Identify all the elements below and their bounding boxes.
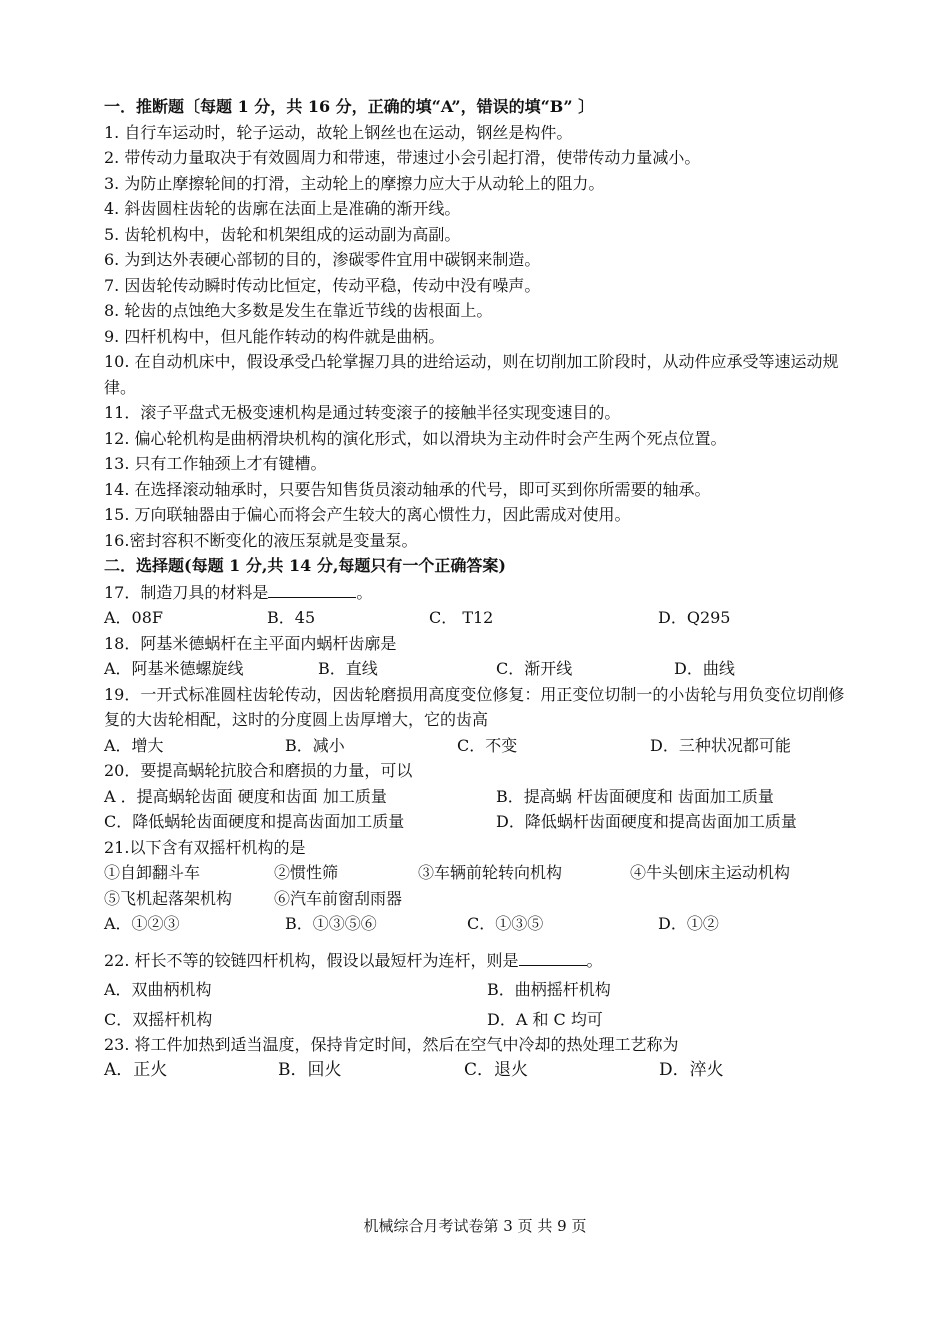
question-23: 23. 将工件加热到适当温度，保持肯定时间，然后在空气中冷却的热处理工艺称为 (104, 1035, 679, 1054)
question-17-text: 17．制造刀具的材料是 (104, 582, 269, 602)
question-22 (104, 947, 849, 974)
question-20-options-ab (104, 784, 849, 810)
judge-item-4: 4. 斜齿圆柱齿轮的齿廓在法面上是准确的渐开线。 (104, 199, 461, 218)
judge-item-8: 8. 轮齿的点蚀绝大多数是发生在靠近节线的齿根面上。 (104, 301, 493, 320)
question-21-mechanisms-row1 (104, 860, 849, 886)
answer-blank-17 (268, 579, 356, 598)
question-22-end: 。 (586, 950, 603, 970)
option-c: C．①③⑤ (467, 914, 544, 933)
question-20: 20．要提高蜗轮抗胶合和磨损的力量，可以 (104, 761, 413, 780)
question-19: 19．一开式标准圆柱齿轮传动，因齿轮磨损用高度变位修复：用正变位切制一的小齿轮与用负变位切削修复的大齿轮相配，这时的分度圆上齿厚增大，它的齿高 (104, 684, 845, 729)
option-d: D．A 和 C 均可 (487, 1009, 603, 1029)
judge-item-11: 11．滚子平盘式无极变速机构是通过转变滚子的接触半径实现变速目的。 (104, 403, 621, 422)
question-21-mechanisms-row2 (104, 886, 849, 912)
question-22-text: 22. 杆长不等的铰链四杆机构，假设以最短杆为连杆，则是 (104, 950, 519, 970)
question-22-options-cd (104, 1007, 849, 1033)
judge-item-15: 15. 万向联轴器由于偏心而将会产生较大的离心惯性力，因此需成对使用。 (104, 505, 631, 524)
option-a: A．08F (104, 608, 164, 627)
option-d: D．Q295 (658, 608, 731, 627)
option-a: A．正火 (104, 1059, 168, 1080)
option-d: D．淬火 (659, 1059, 724, 1080)
question-23-options (104, 1058, 849, 1084)
option-b: B．减小 (285, 735, 345, 755)
judge-item-1: 1. 自行车运动时，轮子运动，故轮上钢丝也在运动，钢丝是构件。 (104, 122, 573, 142)
question-18-options (104, 656, 849, 682)
mechanism-2: ②惯性筛 (274, 863, 339, 882)
option-d: D．①② (658, 914, 719, 933)
mechanism-4: ④牛头刨床主运动机构 (630, 863, 791, 882)
option-b: B．曲柄摇杆机构 (487, 980, 611, 999)
question-22-options-ab (104, 977, 849, 1003)
judge-item-12: 12. 偏心轮机构是曲柄滑块机构的演化形式，如以滑块为主动件时会产生两个死点位置。 (104, 428, 727, 448)
option-c: C．降低蜗轮齿面硬度和提高齿面加工质量 (104, 812, 405, 831)
exam-content (104, 94, 849, 1083)
mechanism-6: ⑥汽车前窗刮雨器 (274, 888, 403, 908)
judge-item-7: 7. 因齿轮传动瞬时传动比恒定，传动平稳，传动中没有噪声。 (104, 275, 541, 295)
question-17-end: 。 (356, 582, 373, 602)
page-footer: 机械综合月考试卷第 3 页 共 9 页 (363, 1217, 587, 1235)
section2-title: 二．选择题(每题 1 分,共 14 分,每题只有一个正确答案) (104, 556, 506, 575)
option-c: C．双摇杆机构 (104, 1009, 213, 1029)
option-d: D．三种状况都可能 (650, 735, 791, 755)
option-c: C．退火 (464, 1059, 529, 1080)
judge-item-2: 2. 带传动力量取决于有效圆周力和带速，带速过小会引起打滑，使带传动力量减小。 (104, 148, 701, 167)
option-c: C．不变 (457, 735, 518, 755)
question-21: 21.以下含有双摇杆机构的是 (104, 837, 306, 857)
option-a: A．增大 (104, 735, 164, 755)
judge-item-3: 3. 为防止摩擦轮间的打滑，主动轮上的摩擦力应大于从动轮上的阻力。 (104, 173, 605, 193)
option-a: A．①②③ (104, 914, 180, 933)
option-a: A ．提高蜗轮齿面 硬度和齿面 加工质量 (104, 786, 387, 806)
mechanism-5: ⑤飞机起落架机构 (104, 888, 233, 908)
judge-item-6: 6. 为到达外表硬心部韧的目的，渗碳零件宜用中碳钢来制造。 (104, 250, 541, 269)
option-d: D．降低蜗杆齿面硬度和提高齿面加工质量 (496, 812, 797, 831)
option-b: B．直线 (318, 659, 378, 678)
option-b: B．45 (267, 608, 316, 627)
judge-item-5: 5. 齿轮机构中，齿轮和机架组成的运动副为高副。 (104, 224, 461, 244)
option-c: C． T12 (429, 608, 494, 627)
question-18: 18．阿基米德蜗杆在主平面内蜗杆齿廓是 (104, 633, 397, 653)
judge-item-14: 14. 在选择滚动轴承时，只要告知售货员滚动轴承的代号，即可买到你所需要的轴承。 (104, 479, 711, 499)
judge-item-13: 13. 只有工作轴颈上才有键槽。 (104, 454, 327, 473)
question-20-options-cd (104, 809, 849, 835)
option-b: B．①③⑤⑥ (285, 914, 377, 933)
judge-item-9: 9. 四杆机构中，但凡能作转动的构件就是曲柄。 (104, 326, 445, 346)
answer-blank-22 (519, 947, 587, 966)
judge-item-10: 10. 在自动机床中，假设承受凸轮掌握刀具的进给运动，则在切削加工阶段时，从动件应承受等速运动规律。 (104, 352, 839, 397)
mechanism-1: ①自卸翻斗车 (104, 863, 201, 882)
question-21-options (104, 911, 849, 937)
option-b: B．提高蜗 杆齿面硬度和 齿面加工质量 (496, 786, 774, 806)
option-b: B．回火 (278, 1059, 342, 1080)
option-a: A．阿基米德螺旋线 (104, 659, 244, 678)
option-a: A．双曲柄机构 (104, 980, 212, 999)
section1-title: 一．推断题〔每题 1 分，共 16 分，正确的填“A”，错误的填“B” 〕 (104, 97, 595, 116)
option-c: C．渐开线 (496, 659, 573, 678)
question-19-options (104, 733, 849, 759)
question-17 (104, 579, 849, 606)
judge-item-16: 16.密封容积不断变化的液压泵就是变量泵。 (104, 530, 418, 550)
mechanism-3: ③车辆前轮转向机构 (418, 863, 563, 882)
question-17-options (104, 605, 849, 631)
option-d: D．曲线 (674, 659, 735, 678)
